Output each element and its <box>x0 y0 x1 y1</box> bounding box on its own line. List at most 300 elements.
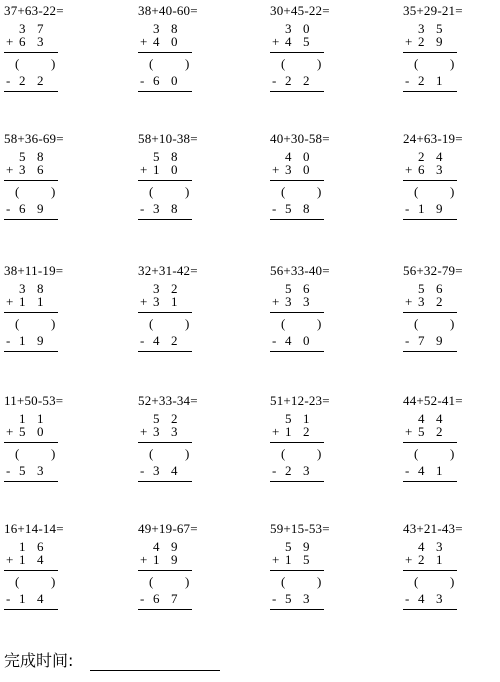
digit: 3 <box>285 162 292 177</box>
problem-block <box>270 393 380 493</box>
open-paren: ( <box>15 574 20 589</box>
problem-block <box>138 521 248 621</box>
first-addend-row <box>138 150 198 164</box>
plus-sign: + <box>6 552 14 567</box>
minus-sign: - <box>6 73 11 88</box>
digit: 0 <box>171 162 178 177</box>
digit: 1 <box>19 411 26 426</box>
plus-sign: + <box>140 552 148 567</box>
digit: 0 <box>303 149 310 164</box>
difference-line <box>4 481 58 482</box>
digit: 9 <box>37 333 44 348</box>
digit: 5 <box>285 201 292 216</box>
answer-blank-row <box>4 57 64 71</box>
digit: 0 <box>303 333 310 348</box>
digit: 2 <box>303 73 310 88</box>
first-addend-row <box>270 412 330 426</box>
problem-block <box>403 393 500 493</box>
close-paren: ) <box>450 184 455 199</box>
digit: 1 <box>418 201 425 216</box>
digit: 3 <box>19 281 26 296</box>
problem-expression: 38+40-60= <box>138 3 198 18</box>
second-addend-row <box>270 35 330 49</box>
close-paren: ) <box>51 446 56 461</box>
digit: 3 <box>37 463 44 478</box>
sum-line <box>138 570 192 571</box>
close-paren: ) <box>51 574 56 589</box>
first-addend-row <box>270 150 330 164</box>
digit: 5 <box>303 34 310 49</box>
digit: 5 <box>436 21 443 36</box>
plus-sign: + <box>140 294 148 309</box>
digit: 6 <box>418 162 425 177</box>
first-addend-row <box>403 412 463 426</box>
digit: 4 <box>153 539 160 554</box>
open-paren: ( <box>281 56 286 71</box>
answer-blank-row <box>4 575 64 589</box>
digit: 7 <box>418 333 425 348</box>
difference-line <box>270 481 324 482</box>
digit: 3 <box>19 21 26 36</box>
digit: 3 <box>153 463 160 478</box>
digit: 0 <box>171 73 178 88</box>
digit: 1 <box>285 424 292 439</box>
second-addend-row <box>403 35 463 49</box>
digit: 4 <box>285 333 292 348</box>
digit: 5 <box>285 591 292 606</box>
answer-blank-row <box>138 317 198 331</box>
sum-line <box>403 52 457 53</box>
sum-line <box>403 312 457 313</box>
digit: 6 <box>303 281 310 296</box>
sum-line <box>4 570 58 571</box>
sum-line <box>4 442 58 443</box>
answer-blank-row <box>138 447 198 461</box>
problem-expression: 58+10-38= <box>138 131 198 146</box>
digit: 3 <box>153 281 160 296</box>
subtrahend-row <box>270 74 330 88</box>
digit: 8 <box>171 201 178 216</box>
sum-line <box>138 180 192 181</box>
problem-expression: 59+15-53= <box>270 521 330 536</box>
digit: 8 <box>37 281 44 296</box>
digit: 2 <box>171 281 178 296</box>
digit: 2 <box>285 73 292 88</box>
subtrahend-row <box>138 334 198 348</box>
subtrahend-row <box>4 334 64 348</box>
difference-line <box>270 609 324 610</box>
sum-line <box>138 52 192 53</box>
digit: 9 <box>436 333 443 348</box>
problem-expression: 52+33-34= <box>138 393 198 408</box>
sum-line <box>270 52 324 53</box>
first-addend-row <box>403 540 463 554</box>
second-addend-row <box>403 553 463 567</box>
open-paren: ( <box>15 184 20 199</box>
digit: 1 <box>436 552 443 567</box>
digit: 1 <box>37 294 44 309</box>
plus-sign: + <box>272 424 280 439</box>
open-paren: ( <box>281 184 286 199</box>
digit: 8 <box>171 149 178 164</box>
subtrahend-row <box>138 202 198 216</box>
subtrahend-row <box>403 202 463 216</box>
difference-line <box>138 609 192 610</box>
problem-block <box>403 521 500 621</box>
digit: 6 <box>19 34 26 49</box>
close-paren: ) <box>51 316 56 331</box>
digit: 4 <box>285 149 292 164</box>
difference-line <box>403 609 457 610</box>
answer-blank-row <box>403 447 463 461</box>
digit: 5 <box>418 424 425 439</box>
minus-sign: - <box>405 591 410 606</box>
answer-blank-row <box>4 447 64 461</box>
close-paren: ) <box>450 446 455 461</box>
second-addend-row <box>403 425 463 439</box>
minus-sign: - <box>272 73 277 88</box>
problem-block <box>138 263 248 363</box>
digit: 7 <box>37 21 44 36</box>
digit: 2 <box>418 149 425 164</box>
answer-blank-row <box>270 575 330 589</box>
first-addend-row <box>270 282 330 296</box>
digit: 1 <box>153 162 160 177</box>
open-paren: ( <box>149 316 154 331</box>
problem-expression: 37+63-22= <box>4 3 64 18</box>
subtrahend-row <box>4 592 64 606</box>
digit: 3 <box>436 591 443 606</box>
first-addend-row <box>4 540 64 554</box>
first-addend-row <box>403 282 463 296</box>
first-addend-row <box>403 22 463 36</box>
open-paren: ( <box>281 446 286 461</box>
problem-block <box>138 131 248 231</box>
subtrahend-row <box>4 464 64 478</box>
digit: 1 <box>436 463 443 478</box>
minus-sign: - <box>140 591 145 606</box>
open-paren: ( <box>149 446 154 461</box>
minus-sign: - <box>405 201 410 216</box>
problem-expression: 51+12-23= <box>270 393 330 408</box>
subtrahend-row <box>138 74 198 88</box>
digit: 1 <box>19 333 26 348</box>
digit: 0 <box>303 162 310 177</box>
digit: 3 <box>37 34 44 49</box>
plus-sign: + <box>405 424 413 439</box>
open-paren: ( <box>414 574 419 589</box>
close-paren: ) <box>317 316 322 331</box>
difference-line <box>138 481 192 482</box>
digit: 6 <box>153 73 160 88</box>
subtrahend-row <box>270 464 330 478</box>
first-addend-row <box>4 150 64 164</box>
digit: 2 <box>418 552 425 567</box>
minus-sign: - <box>272 333 277 348</box>
digit: 3 <box>153 201 160 216</box>
digit: 5 <box>19 149 26 164</box>
subtrahend-row <box>403 74 463 88</box>
digit: 7 <box>171 591 178 606</box>
digit: 3 <box>285 21 292 36</box>
subtrahend-row <box>138 464 198 478</box>
digit: 5 <box>418 281 425 296</box>
answer-blank-row <box>138 57 198 71</box>
plus-sign: + <box>272 34 280 49</box>
problem-expression: 56+32-79= <box>403 263 463 278</box>
subtrahend-row <box>403 334 463 348</box>
plus-sign: + <box>405 294 413 309</box>
difference-line <box>4 351 58 352</box>
digit: 1 <box>19 552 26 567</box>
close-paren: ) <box>185 184 190 199</box>
second-addend-row <box>4 163 64 177</box>
problem-block <box>138 3 248 103</box>
digit: 3 <box>436 539 443 554</box>
digit: 2 <box>418 73 425 88</box>
second-addend-row <box>138 35 198 49</box>
difference-line <box>138 91 192 92</box>
digit: 5 <box>285 539 292 554</box>
second-addend-row <box>270 295 330 309</box>
plus-sign: + <box>405 34 413 49</box>
difference-line <box>403 91 457 92</box>
minus-sign: - <box>140 73 145 88</box>
open-paren: ( <box>414 316 419 331</box>
digit: 8 <box>37 149 44 164</box>
answer-blank-row <box>138 575 198 589</box>
open-paren: ( <box>15 56 20 71</box>
completion-time-label: 完成时间: <box>4 651 74 670</box>
digit: 8 <box>303 201 310 216</box>
digit: 3 <box>153 21 160 36</box>
digit: 5 <box>19 424 26 439</box>
minus-sign: - <box>6 333 11 348</box>
answer-blank-row <box>403 575 463 589</box>
problem-expression: 44+52-41= <box>403 393 463 408</box>
problem-expression: 32+31-42= <box>138 263 198 278</box>
minus-sign: - <box>272 463 277 478</box>
digit: 1 <box>436 73 443 88</box>
digit: 4 <box>153 333 160 348</box>
answer-blank-row <box>270 185 330 199</box>
sum-line <box>4 312 58 313</box>
first-addend-row <box>4 22 64 36</box>
open-paren: ( <box>414 56 419 71</box>
completion-time-blank-line <box>90 670 220 671</box>
digit: 3 <box>418 21 425 36</box>
difference-line <box>138 219 192 220</box>
problem-expression: 38+11-19= <box>4 263 64 278</box>
digit: 4 <box>418 591 425 606</box>
digit: 2 <box>285 463 292 478</box>
close-paren: ) <box>450 316 455 331</box>
sum-line <box>270 442 324 443</box>
problem-expression: 43+21-43= <box>403 521 463 536</box>
digit: 3 <box>303 591 310 606</box>
difference-line <box>403 351 457 352</box>
digit: 1 <box>19 591 26 606</box>
digit: 1 <box>37 411 44 426</box>
open-paren: ( <box>414 446 419 461</box>
subtrahend-row <box>270 334 330 348</box>
problem-expression: 58+36-69= <box>4 131 64 146</box>
second-addend-row <box>4 35 64 49</box>
subtrahend-row <box>403 464 463 478</box>
digit: 1 <box>153 552 160 567</box>
close-paren: ) <box>317 574 322 589</box>
digit: 6 <box>436 281 443 296</box>
close-paren: ) <box>51 56 56 71</box>
difference-line <box>4 609 58 610</box>
problem-expression: 49+19-67= <box>138 521 198 536</box>
problem-expression: 16+14-14= <box>4 521 64 536</box>
problem-expression: 11+50-53= <box>4 393 64 408</box>
digit: 9 <box>171 539 178 554</box>
problem-expression: 40+30-58= <box>270 131 330 146</box>
close-paren: ) <box>51 184 56 199</box>
digit: 9 <box>171 552 178 567</box>
subtrahend-row <box>403 592 463 606</box>
plus-sign: + <box>6 294 14 309</box>
digit: 0 <box>171 34 178 49</box>
problem-expression: 56+33-40= <box>270 263 330 278</box>
close-paren: ) <box>185 56 190 71</box>
digit: 1 <box>303 411 310 426</box>
digit: 4 <box>171 463 178 478</box>
problem-block <box>4 521 114 621</box>
second-addend-row <box>138 295 198 309</box>
answer-blank-row <box>4 185 64 199</box>
plus-sign: + <box>272 162 280 177</box>
answer-blank-row <box>403 185 463 199</box>
second-addend-row <box>138 425 198 439</box>
digit: 6 <box>19 201 26 216</box>
close-paren: ) <box>185 574 190 589</box>
answer-blank-row <box>4 317 64 331</box>
sum-line <box>403 180 457 181</box>
minus-sign: - <box>272 591 277 606</box>
close-paren: ) <box>450 574 455 589</box>
plus-sign: + <box>6 424 14 439</box>
second-addend-row <box>4 295 64 309</box>
digit: 4 <box>418 463 425 478</box>
close-paren: ) <box>185 316 190 331</box>
minus-sign: - <box>6 591 11 606</box>
problem-block <box>270 3 380 103</box>
first-addend-row <box>138 540 198 554</box>
digit: 3 <box>418 294 425 309</box>
digit: 4 <box>153 34 160 49</box>
subtrahend-row <box>270 202 330 216</box>
answer-blank-row <box>270 57 330 71</box>
answer-blank-row <box>138 185 198 199</box>
second-addend-row <box>4 425 64 439</box>
problem-block <box>403 3 500 103</box>
first-addend-row <box>4 412 64 426</box>
second-addend-row <box>270 163 330 177</box>
close-paren: ) <box>317 56 322 71</box>
minus-sign: - <box>6 463 11 478</box>
problem-block <box>138 393 248 493</box>
close-paren: ) <box>185 446 190 461</box>
sum-line <box>403 442 457 443</box>
first-addend-row <box>138 22 198 36</box>
problem-block <box>270 263 380 363</box>
sum-line <box>138 442 192 443</box>
minus-sign: - <box>6 201 11 216</box>
open-paren: ( <box>281 316 286 331</box>
digit: 3 <box>303 294 310 309</box>
digit: 3 <box>285 294 292 309</box>
plus-sign: + <box>405 162 413 177</box>
digit: 2 <box>303 424 310 439</box>
digit: 2 <box>436 294 443 309</box>
digit: 5 <box>285 281 292 296</box>
digit: 2 <box>19 73 26 88</box>
open-paren: ( <box>149 56 154 71</box>
open-paren: ( <box>15 316 20 331</box>
plus-sign: + <box>272 552 280 567</box>
digit: 4 <box>418 539 425 554</box>
minus-sign: - <box>405 463 410 478</box>
plus-sign: + <box>272 294 280 309</box>
digit: 2 <box>171 411 178 426</box>
difference-line <box>403 481 457 482</box>
close-paren: ) <box>317 184 322 199</box>
problem-block <box>4 3 114 103</box>
digit: 2 <box>171 333 178 348</box>
problem-block <box>403 131 500 231</box>
difference-line <box>4 91 58 92</box>
plus-sign: + <box>6 162 14 177</box>
sum-line <box>270 312 324 313</box>
digit: 1 <box>171 294 178 309</box>
digit: 8 <box>171 21 178 36</box>
problem-expression: 24+63-19= <box>403 131 463 146</box>
digit: 4 <box>37 591 44 606</box>
digit: 2 <box>418 34 425 49</box>
digit: 2 <box>37 73 44 88</box>
minus-sign: - <box>140 463 145 478</box>
minus-sign: - <box>405 333 410 348</box>
second-addend-row <box>403 163 463 177</box>
second-addend-row <box>403 295 463 309</box>
sum-line <box>403 570 457 571</box>
close-paren: ) <box>450 56 455 71</box>
sum-line <box>138 312 192 313</box>
digit: 1 <box>285 552 292 567</box>
sum-line <box>270 180 324 181</box>
digit: 1 <box>19 294 26 309</box>
open-paren: ( <box>15 446 20 461</box>
open-paren: ( <box>149 574 154 589</box>
first-addend-row <box>403 150 463 164</box>
problem-expression: 30+45-22= <box>270 3 330 18</box>
open-paren: ( <box>414 184 419 199</box>
open-paren: ( <box>281 574 286 589</box>
digit: 6 <box>153 591 160 606</box>
plus-sign: + <box>140 424 148 439</box>
digit: 3 <box>19 162 26 177</box>
digit: 9 <box>37 201 44 216</box>
first-addend-row <box>138 412 198 426</box>
first-addend-row <box>270 22 330 36</box>
digit: 0 <box>37 424 44 439</box>
second-addend-row <box>270 553 330 567</box>
plus-sign: + <box>140 162 148 177</box>
digit: 4 <box>418 411 425 426</box>
